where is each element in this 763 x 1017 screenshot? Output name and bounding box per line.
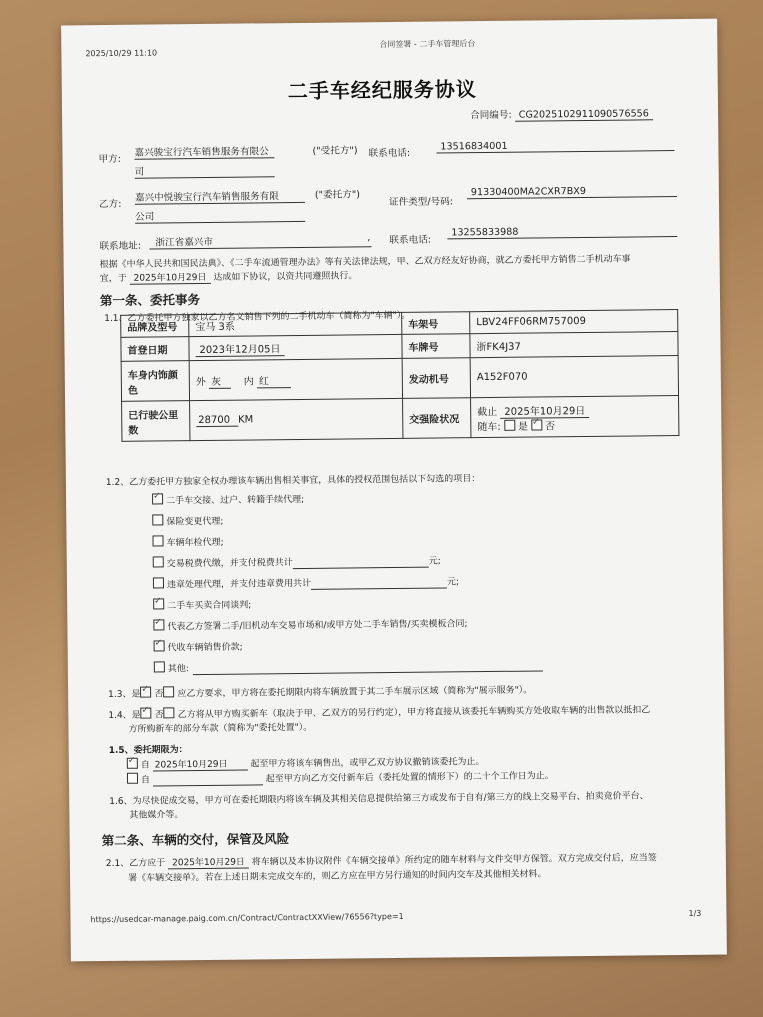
clause-1-5-b: 自 起至甲方向乙方交付新车后（委托处置的情形下）的二十个工作日为止。: [127, 768, 554, 786]
reg-date-value: 2023年12月05日: [195, 344, 284, 357]
interior-color: 红: [257, 376, 291, 388]
party-b-name-2: 公司: [135, 207, 305, 224]
mileage-label: 已行驶公里 数: [122, 401, 190, 442]
party-b-phone-label: 联系电话:: [389, 234, 432, 247]
clause-1-4-line-2: 方所购新车的部分车款（简称为"委托处置"）。: [128, 722, 313, 735]
party-a-label: 甲方:: [98, 153, 122, 166]
authorization-checkbox[interactable]: [153, 619, 164, 630]
color-label: 车身内饰颜 色: [121, 361, 189, 402]
amount-blank[interactable]: [293, 557, 429, 569]
contract-number: [470, 105, 653, 122]
authorization-item: [153, 598, 251, 612]
footer-page-number: 1/3: [688, 908, 702, 918]
authorization-item: [152, 492, 304, 507]
authorization-label: 其他:: [167, 664, 189, 675]
plate-label: 车牌号: [402, 334, 470, 359]
contract-paper: 2025/10/29 11:10 合同签署 - 二手车管理后台 二手车经纪服务协议 合同编号: CG20251029110905765​56 甲方: 嘉兴骏宝行汽车销售服务有限公 司 ("受托方") 联系电话: 13516834001 乙方: 嘉兴中悦骏宝行汽车销售服务有限 公司 ("委托方") 证件类型/号码: 91330400MA2CXR7BX9 联系地址: 浙江省嘉兴市 , 联系电话: 13255833988 根据《中华人民共和国民法典》、《二手车流通管理办法》等有关法律法规，甲、乙双方经友好协商，就乙方委托甲方销售二手机动车事 宜，于 2025年10月29日 达成如下协议，以资共同遵照执行。 第一条、委托事务 1.1、乙方委托甲方独家以乙方名义销售下列的二手机动车（简称为"车辆"）。 品牌及型号 宝马 3系 车架号 LBV24FF06RM757009 首登日期 2023年12月05日 车牌号 浙FK4J37 车身内饰颜 色 外 灰 内 红 发动机号 A152F070 已行驶公里 数 28700 KM 交强险状况 截止 2025年10月29日 随车: 是 ✓ 否 1.2、乙方委托甲方独家全权办理该车辆出售相关事宜，具体的授权范围包括以下勾选的项目： ✓二手车交接、过户、转籍手续代理; 保险变更代理; 车辆年检代理; 交易税费代缴，并支付税费共计 元; 违章处理代理，并支付违章费用共计 元; ✓二手车买卖合同谈判; ✓代表乙方签署二手/旧机动车交易市场和/或甲方处二手车销售/买卖模板合同; ✓代收车辆销售价款; 其他: 1.3、是✓ 否 应乙方要求，甲方将在委托期限内将车辆放置于其二手车展示区域（简称为"展示服务"）。 1.4、是✓ 否 乙方将从甲方购买新车（取决于甲、乙双方的另行约定），甲方将直接从该委托车辆购买方处收取车辆的出售款以抵扣乙 方所购新车的部分车款（简称为"委托处置"）。 1.5、委托期限为： ✓自 2025年10月29日 起至甲方将该车辆售出，或甲乙双方协议撤销该委托为止。 自 起至甲方向乙方交付新车后（委托处置的情形下）的二十个工作日为止。 1.6、为尽快促成交易，甲方可在委托期限内将该车辆及其相关信息提供给第三方或发布于自有/第三方的线上交易平台、拍卖竞价平台、 其他媒介等。 第二条、车辆的交付，保管及风险 2.1、乙方应于 2025年10月29日 将车辆以及本协议附件《车辆交接单》所约定的随车材料与文件交甲方保管。双方完成交付后，应当签 署《车辆交接单》。若在上述日期未完成交车的，则乙方应在甲方另行通知的时间内交车及其他相关材料。 https://usedcar-manage.paig.com.cn/Contract/ContractXXView/76556?type=1 1/3: [61, 19, 727, 962]
authorization-label: 违章处理代理，并支付违章费用共计: [166, 578, 312, 591]
print-page-title: 合同签署 - 二手车管理后台: [379, 39, 476, 50]
clause-1-3-no-checkbox[interactable]: [163, 686, 174, 697]
authorization-checkbox[interactable]: [152, 535, 163, 546]
insurance-yes-checkbox[interactable]: [504, 419, 515, 430]
authorization-checkbox[interactable]: [154, 640, 165, 651]
preamble-line-2: 宜，于 2025年10月29日 达成如下协议，以资共同遵照执行。: [99, 271, 358, 285]
party-b-phone: 13255833988: [447, 225, 677, 239]
authorization-checkbox[interactable]: [153, 577, 164, 588]
insurance-until: 2025年10月29日: [500, 405, 589, 418]
authorization-checkbox[interactable]: [152, 493, 163, 504]
handover-date: 2025年10月29日: [168, 858, 249, 870]
authorization-item: [153, 574, 459, 591]
authorization-label: 二手车交接、过户、转籍手续代理;: [166, 494, 305, 507]
party-a-phone-label: 联系电话:: [368, 147, 411, 160]
authorization-checkbox[interactable]: [154, 661, 165, 672]
clause-2-1: 2.1、乙方应于 2025年10月29日 将车辆以及本协议附件《车辆交接单》所约定的随车材料与文件交甲方保管。双方完成交付后，应当签: [105, 853, 657, 870]
address-label: 联系地址:: [99, 240, 142, 253]
vin-label: 车架号: [402, 312, 470, 335]
clause-1-1: 1.1、乙方委托甲方独家以乙方名义销售下列的二手机动车（简称为"车辆"）。: [104, 310, 411, 325]
term-option-b-checkbox[interactable]: [127, 773, 138, 784]
term-option-a-checkbox[interactable]: [127, 758, 138, 769]
party-b-id-label: 证件类型/号码:: [388, 196, 454, 209]
authorization-label: 保险变更代理;: [166, 516, 224, 528]
document-title: 二手车经纪服务协议: [287, 77, 477, 104]
party-b-name-1: 嘉兴中悦骏宝行汽车销售服务有限: [135, 188, 305, 205]
clause-2-1-line-2: 署《车辆交接单》。若在上述日期未完成交车的，则乙方应在甲方另行通知的时间内交车及其他相关材料。: [128, 869, 547, 884]
authorization-checkbox[interactable]: [152, 514, 163, 525]
contract-number-label: 合同编号:: [470, 109, 512, 122]
authorization-checkbox[interactable]: [153, 556, 164, 567]
clause-1-4-no-checkbox[interactable]: [164, 707, 175, 718]
engine-label: 发动机号: [402, 358, 470, 399]
table-row: 已行驶公里 数 28700 KM 交强险状况 截止 2025年10月29日 随车: 是 ✓ 否: [122, 396, 679, 442]
authorization-item: [152, 514, 223, 528]
preamble-date: 2025年10月29日: [130, 273, 211, 285]
authorization-item: [153, 554, 441, 571]
authorization-item: [154, 640, 243, 654]
authorization-label: 代表乙方签署二手/旧机动车交易市场和/或甲方处二手车销售/买卖模板合同;: [167, 619, 468, 633]
clause-1-6-line-2: 其他媒介等。: [129, 810, 184, 821]
clause-1-3: 1.3、是✓ 否 应乙方要求，甲方将在委托期限内将车辆放置于其二手车展示区域（简称为"展示服务"）。: [108, 683, 532, 700]
authorization-label: 二手车买卖合同谈判;: [167, 600, 252, 612]
authorization-item: [153, 616, 467, 632]
other-blank[interactable]: [193, 660, 543, 675]
clause-1-5-title: 1.5、委托期限为：: [108, 745, 188, 757]
insurance-label: 交强险状况: [403, 398, 471, 439]
party-b-id-value: 91330400MA2CXR7BX9: [467, 185, 677, 199]
brand-label: 品牌及型号: [121, 315, 189, 338]
term-start-date: 2025年10月29日: [153, 760, 248, 772]
authorization-item: [154, 657, 543, 675]
party-a-name-2: 司: [135, 162, 275, 178]
authorization-label: 交易税费代缴，并支付税费共计: [166, 558, 293, 570]
authorization-label: 代收车辆销售价款;: [167, 642, 243, 654]
party-a-phone: 13516834001: [436, 139, 674, 153]
clause-1-4-yes-checkbox[interactable]: [141, 708, 152, 719]
authorization-label: 车辆年检代理;: [166, 537, 224, 549]
footer-url: https://usedcar-manage.paig.com.cn/Contract/ContractXXView/76556?type=1: [90, 911, 404, 925]
clause-1-2: 1.2、乙方委托甲方独家全权办理该车辆出售相关事宜，具体的授权范围包括以下勾选的项目：: [105, 474, 481, 489]
party-b-label: 乙方:: [98, 198, 122, 211]
section-1-title: 第一条、委托事务: [99, 292, 201, 309]
insurance-no-checkbox[interactable]: [531, 419, 542, 430]
amount-suffix: 元;: [446, 577, 460, 588]
party-a-name-1: 嘉兴骏宝行汽车销售服务有限公: [134, 143, 274, 159]
brand-value: 宝马 3系: [189, 312, 402, 336]
engine-value: A152F070: [470, 356, 678, 398]
vin-value: LBV24FF06RM757009: [470, 310, 678, 334]
clause-1-5-a: ✓自 2025年10月29日 起至甲方将该车辆售出，或甲乙双方协议撤销该委托为止。: [127, 754, 485, 771]
plate-value: 浙FK4J37: [470, 332, 678, 358]
authorization-checkbox[interactable]: [153, 598, 164, 609]
contract-number-value: CG20251029110905765​56: [515, 108, 653, 121]
clause-1-6-line-1: 1.6、为尽快促成交易，甲方可在委托期限内将该车辆及其相关信息提供给第三方或发布于自有/第三方的线上交易平台、拍卖竞价平台、: [109, 791, 649, 807]
party-a-role: ("受托方"): [312, 145, 358, 157]
clause-1-3-yes-checkbox[interactable]: [140, 687, 151, 698]
mileage-unit: KM: [238, 414, 254, 426]
clause-1-4: 1.4、是✓ 否 乙方将从甲方购买新车（取决于甲、乙双方的另行约定），甲方将直接从该委托车辆购买方处收取车辆的出售款以抵扣乙: [108, 702, 650, 721]
amount-suffix: 元;: [428, 556, 441, 567]
preamble-line-1: 根据《中华人民共和国民法典》、《二手车流通管理办法》等有关法律法规，甲、乙双方经友好协商，就乙方委托甲方销售二手机动车事: [99, 254, 631, 271]
reg-date-label: 首登日期: [121, 337, 189, 362]
vehicle-info-table: [120, 309, 679, 442]
print-datetime: 2025/10/29 11:10: [85, 48, 158, 59]
exterior-label: 外: [195, 376, 206, 389]
section-2-title: 第二条、车辆的交付，保管及风险: [101, 831, 290, 849]
mileage-value: 28700: [196, 415, 238, 427]
party-b-role: ("委托方"): [314, 189, 361, 201]
authorization-item: [152, 535, 223, 549]
address-value: 浙江省嘉兴市: [149, 232, 371, 249]
interior-label: 内: [243, 376, 254, 388]
exterior-color: 灰: [209, 377, 231, 389]
amount-blank[interactable]: [311, 577, 447, 589]
table-row: [121, 356, 678, 402]
